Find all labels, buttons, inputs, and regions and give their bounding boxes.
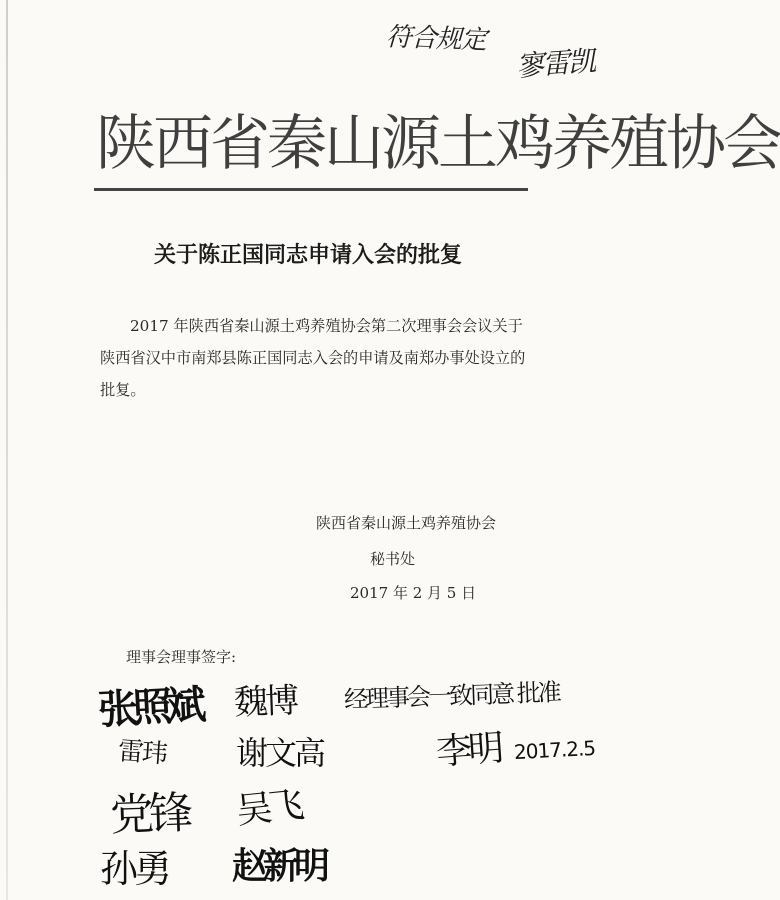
signature-2: 魏博	[233, 680, 297, 724]
signature-1: 张照斌	[97, 682, 202, 734]
signature-4: 谢文高	[236, 734, 324, 772]
signature-5: 党锋	[109, 787, 190, 842]
scan-edge	[6, 0, 8, 900]
letterhead-divider	[94, 188, 528, 191]
signatures-label: 理事会理事签字:	[126, 648, 237, 666]
signature-7: 孙勇	[100, 847, 169, 891]
signature-8: 赵新明	[232, 846, 326, 887]
comment-date: 2017.2.5	[513, 735, 596, 765]
document-body: 2017 年陕西省秦山源土鸡养殖协会第二次理事会会议关于陕西省汉中市南郑县陈正国同志入会的申请及南郑办事处设立的批复。	[100, 317, 526, 399]
document-title: 关于陈正国同志申请入会的批复	[154, 243, 463, 268]
issuer-office: 秘书处	[370, 550, 416, 568]
handwritten-comment: 经理事会一致同意 批准	[343, 678, 560, 714]
organization-letterhead: 陕西省秦山源土鸡养殖协会	[96, 109, 780, 179]
signature-3: 雷玮	[116, 736, 167, 770]
issue-date: 2017 年 2 月 5 日	[350, 584, 477, 602]
handwritten-approver-signature: 寥雷凯	[515, 44, 596, 83]
signature-6: 吴飞	[234, 784, 303, 833]
comment-signature: 李明	[434, 727, 502, 774]
handwritten-approval-note: 符合规定	[385, 22, 487, 56]
issuer-organization: 陕西省秦山源土鸡养殖协会	[316, 514, 497, 532]
